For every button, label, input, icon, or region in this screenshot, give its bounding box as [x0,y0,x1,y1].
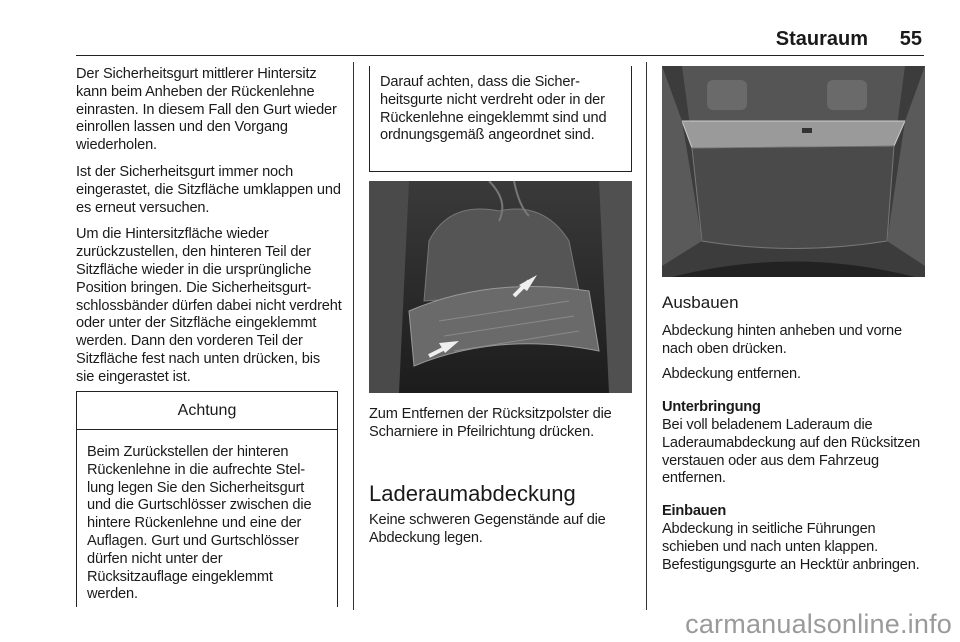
install-title-text: Einbauen [662,503,727,519]
column-1 [76,66,342,396]
install-title [662,503,926,521]
cargo-area-drawing [662,66,925,277]
note-box [369,66,632,172]
storage-title [662,399,926,417]
heading-remove: Ausbauen [662,293,739,312]
section-text: Keine schweren Gegenstände auf die Abdeckung legen. [369,512,606,546]
rear-seat-hinge-illustration [369,181,632,393]
section-title: Laderaumabdeckung [369,481,576,506]
watermark: carmanualsonline.info [685,609,952,639]
cargo-cover-illustration [662,66,925,277]
note-text: Darauf achten, dass die Sicherheitsgurte nicht verdreht oder in der Rückenlehne eingeklemmt sind und ordnungsgemäß angeordnet sind. [380,74,607,144]
remove-step-1: Abdeckung hinten anheben und vorne nach oben drücken. [662,323,902,357]
warning-text: Beim Zurückstellen der hinteren Rückenlehne in die aufrechte Stellung legen Sie den Sicherheitsgurt und die Gurtschlösser zwischen die hintere Rückenlehne und eine der Auflagen. Gurt und Gurtschlösser dürfen nicht unter der Rücksitzauflage eingeklemmt werden. [87,444,312,603]
image-caption: Zum Entfernen der Rücksitzpolster die Scharniere in Pfeilrichtung drücken. [369,406,612,440]
page-header [76,28,924,56]
column-divider-2 [646,62,647,610]
page-title: Stauraum [775,28,868,50]
paragraph-3: Um die Hintersitzfläche wieder zurückzustellen, den hinteren Teil der Sitzfläche wieder in die ursprüngliche Position bringen. Die Sicherheitsgurtschlossbänder dürfen dabei nicht verdreht oder unter der Sitzfläche eingeklemmt werden. Dann den vorderen Teil der Sitzfläche fest nach unten drücken, bis sie eingerastet ist. [76,226,342,385]
storage-text: Bei voll beladenem Laderaum die Laderaumabdeckung auf den Rücksitzen verstauen oder aus dem Fahrzeug entfernen. [662,417,921,487]
install-text: Abdeckung in seitliche Führungen schieben und nach unten klappen. Befestigungsgurte an Hecktür anbringen. [662,521,920,573]
rear-seat-drawing [369,181,632,393]
paragraph-2: Ist der Sicherheitsgurt immer noch eingerastet, die Sitzfläche umklappen und es erneut versuchen. [76,163,341,216]
warning-title: Achtung [77,392,337,430]
storage-title-text: Unterbringung [662,399,761,415]
remove-step-2: Abdeckung entfernen. [662,366,801,382]
warning-box [76,391,338,607]
page-number: 55 [899,28,922,50]
column-divider-1 [353,62,354,610]
paragraph-1: Der Sicherheitsgurt mittlerer Hintersitz kann beim Anheben der Rückenlehne einrasten. In diesem Fall den Gurt wieder einrollen lassen und den Vorgang wiederholen. [76,66,337,154]
